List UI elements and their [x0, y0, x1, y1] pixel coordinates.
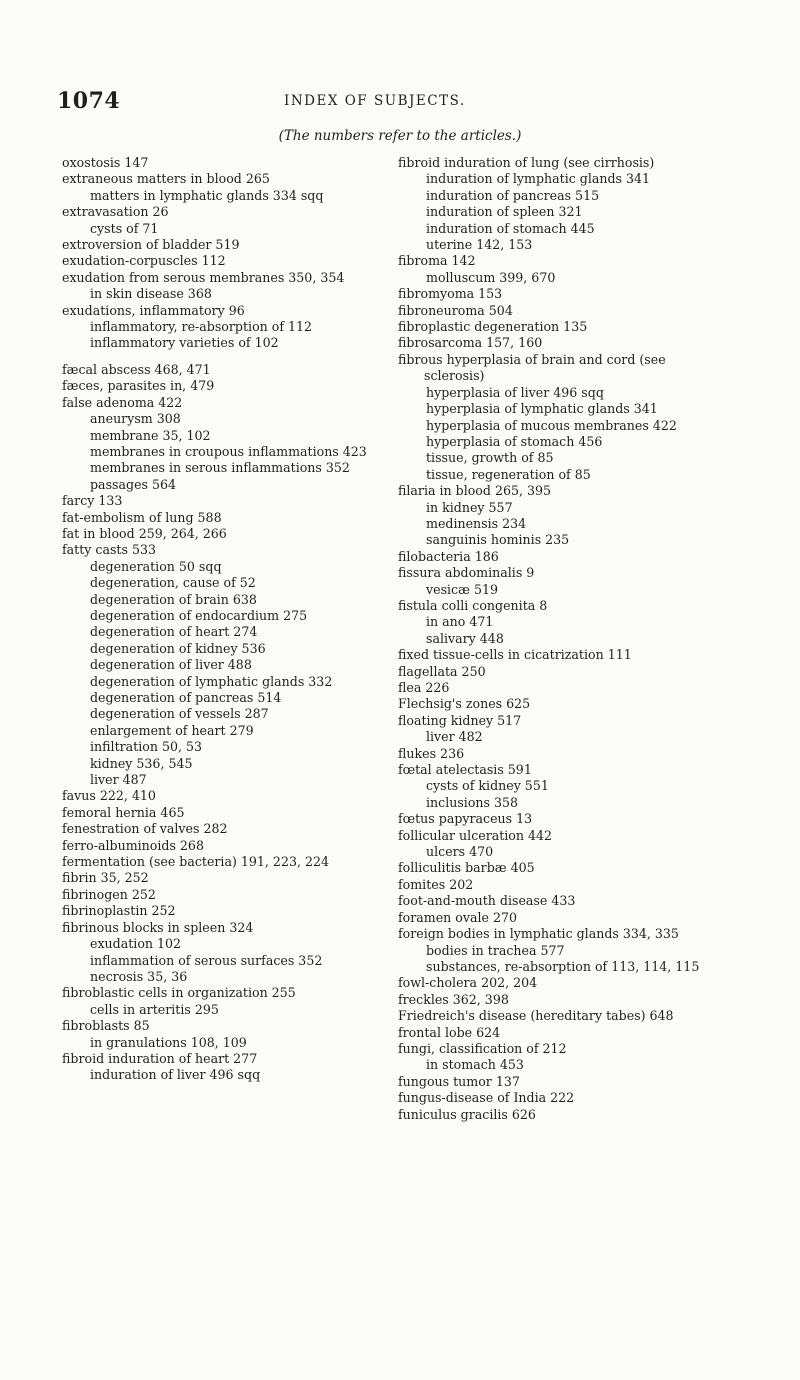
index-subentry: passages 564 — [90, 476, 177, 492]
index-entry: fibrinogen 252 — [62, 886, 156, 902]
page-header — [57, 88, 757, 114]
index-subentry: molluscum 399, 670 — [426, 269, 556, 285]
index-entry: floating kidney 517 — [398, 712, 522, 728]
index-subentry: in granulations 108, 109 — [90, 1034, 247, 1050]
index-subentry: in skin disease 368 — [90, 286, 212, 302]
index-entry: foot-and-mouth disease 433 — [398, 893, 576, 909]
index-entry: extroversion of bladder 519 — [62, 237, 240, 253]
index-subentry: inflammatory, re-absorption of 112 — [90, 319, 313, 335]
index-subentry: cysts of 71 — [90, 220, 159, 236]
index-subentry: degeneration of vessels 287 — [90, 706, 269, 722]
index-subentry: degeneration 50 sqq — [90, 558, 222, 574]
index-entry: fungus-disease of India 222 — [398, 1090, 575, 1106]
index-entry: exudations, inflammatory 96 — [62, 302, 245, 318]
index-subentry: aneurysm 308 — [90, 411, 181, 427]
index-entry: favus 222, 410 — [62, 788, 156, 804]
index-subentry: liver 487 — [90, 772, 147, 788]
running-title: INDEX OF SUBJECTS. — [284, 93, 466, 109]
index-entry: farcy 133 — [62, 493, 123, 509]
index-subentry: induration of lymphatic glands 341 — [426, 171, 651, 187]
index-subentry: cysts of kidney 551 — [426, 778, 549, 794]
index-entry: fibroblastic cells in organization 255 — [62, 985, 296, 1001]
index-entry: fomites 202 — [398, 876, 474, 892]
index-entry: ferro-albuminoids 268 — [62, 837, 204, 853]
index-subentry: degeneration, cause of 52 — [90, 575, 256, 591]
index-entry: fistula colli congenita 8 — [398, 597, 548, 613]
index-note — [0, 128, 800, 144]
index-subentry: induration of pancreas 515 — [426, 187, 600, 203]
index-entry: filaria in blood 265, 395 — [398, 483, 552, 499]
index-subentry: exudation 102 — [90, 936, 182, 952]
index-entry: extraneous matters in blood 265 — [62, 171, 270, 187]
index-entry: Friedreich's disease (hereditary tabes) 648 — [398, 1008, 674, 1024]
index-subentry: induration of spleen 321 — [426, 204, 583, 220]
index-entry: fowl-cholera 202, 204 — [398, 975, 538, 991]
index-entry: fibroid induration of lung (see cirrhosis) — [398, 155, 655, 170]
index-entry: folliculitis barbæ 405 — [398, 860, 535, 876]
index-subentry: ulcers 470 — [426, 844, 494, 860]
index-subentry: inclusions 358 — [426, 794, 519, 810]
index-entry: fibrous hyperplasia of brain and cord (see sclerosis) — [398, 351, 666, 384]
index-subentry: membranes in croupous inflammations 423 — [90, 443, 367, 459]
index-entry: frontal lobe 624 — [398, 1024, 501, 1040]
index-entry: fibrin 35, 252 — [62, 870, 149, 886]
index-entry: fatty casts 533 — [62, 542, 156, 558]
index-entry: freckles 362, 398 — [398, 991, 509, 1007]
index-entry: fibroneuroma 504 — [398, 302, 513, 318]
index-entry: fissura abdominalis 9 — [398, 565, 535, 581]
index-subentry: induration of liver 496 sqq — [90, 1067, 261, 1083]
index-subentry: inflammatory varieties of 102 — [90, 335, 279, 351]
index-subentry: matters in lymphatic glands 334 sqq — [90, 187, 324, 203]
index-entry: exudation-corpuscles 112 — [62, 253, 226, 269]
index-entry: fibromyoma 153 — [398, 286, 503, 302]
index-entry: false adenoma 422 — [62, 394, 183, 410]
index-subentry: degeneration of pancreas 514 — [90, 690, 282, 705]
index-entry: femoral hernia 465 — [62, 804, 185, 820]
index-entry: Flechsig's zones 625 — [398, 696, 531, 712]
right-index-column — [398, 155, 724, 1123]
index-subentry: in ano 471 — [426, 614, 494, 630]
index-entry: fibrinous blocks in spleen 324 — [62, 919, 254, 935]
index-entry: fibroplastic degeneration 135 — [398, 319, 588, 335]
index-subentry: tissue, regeneration of 85 — [426, 466, 591, 482]
index-subentry: membranes in serous inflammations 352 — [90, 460, 350, 476]
index-subentry: bodies in trachea 577 — [426, 942, 565, 958]
index-entry: fibroid induration of heart 277 — [62, 1050, 258, 1066]
index-entry: funiculus gracilis 626 — [398, 1106, 536, 1122]
index-subentry: in stomach 453 — [426, 1057, 524, 1073]
index-subentry: degeneration of brain 638 — [90, 591, 257, 607]
index-subentry: infiltration 50, 53 — [90, 739, 202, 755]
index-entry: fungi, classification of 212 — [398, 1040, 567, 1056]
index-subentry: induration of stomach 445 — [426, 220, 595, 236]
index-subentry: hyperplasia of stomach 456 — [426, 433, 603, 449]
index-entry: fenestration of valves 282 — [62, 821, 228, 837]
index-entry: follicular ulceration 442 — [398, 827, 553, 843]
index-entry: flukes 236 — [398, 745, 465, 761]
index-entry: fæces, parasites in, 479 — [62, 378, 215, 394]
index-subentry: degeneration of liver 488 — [90, 657, 252, 673]
index-entry: fungous tumor 137 — [398, 1073, 520, 1089]
index-entry: flea 226 — [398, 680, 450, 695]
index-entry: fat in blood 259, 264, 266 — [62, 525, 227, 541]
index-entry: flagellata 250 — [398, 663, 486, 679]
index-entry: fibroblasts 85 — [62, 1018, 150, 1034]
entry-gap — [62, 352, 384, 362]
index-subentry: enlargement of heart 279 — [90, 722, 254, 738]
index-subentry: degeneration of kidney 536 — [90, 640, 266, 656]
index-entry: fœtus papyraceus 13 — [398, 811, 533, 827]
index-subentry: degeneration of lymphatic glands 332 — [90, 673, 333, 689]
index-entry: extravasation 26 — [62, 204, 169, 220]
index-subentry: liver 482 — [426, 729, 483, 745]
index-entry: fibrinoplastin 252 — [62, 903, 176, 919]
index-entry: oxostosis 147 — [62, 155, 149, 170]
index-note-text: (The numbers refer to the articles.) — [278, 128, 522, 144]
index-entry: fermentation (see bacteria) 191, 223, 224 — [62, 854, 330, 870]
index-entry: foramen ovale 270 — [398, 909, 518, 925]
index-subentry: substances, re-absorption of 113, 114, 115 — [426, 958, 700, 974]
index-entry: fibroma 142 — [398, 253, 476, 269]
index-subentry: sanguinis hominis 235 — [426, 532, 570, 548]
page-number: 1074 — [57, 88, 121, 114]
index-subentry: salivary 448 — [426, 630, 504, 646]
index-subentry: cells in arteritis 295 — [90, 1001, 219, 1017]
index-entry: exudation from serous membranes 350, 354 — [62, 269, 345, 285]
index-entry: fœtal atelectasis 591 — [398, 762, 532, 778]
index-subentry: hyperplasia of lymphatic glands 341 — [426, 401, 658, 417]
index-subentry: inflammation of serous surfaces 352 — [90, 952, 323, 968]
index-entry: fibrosarcoma 157, 160 — [398, 335, 543, 351]
index-subentry: membrane 35, 102 — [90, 427, 211, 443]
index-subentry: tissue, growth of 85 — [426, 450, 554, 466]
index-subentry: uterine 142, 153 — [426, 237, 533, 253]
index-subentry: kidney 536, 545 — [90, 755, 193, 771]
index-subentry: hyperplasia of liver 496 sqq — [426, 384, 604, 400]
index-subentry: necrosis 35, 36 — [90, 968, 188, 984]
index-subentry: degeneration of endocardium 275 — [90, 607, 308, 623]
index-entry: fat-embolism of lung 588 — [62, 509, 222, 525]
index-entry: filobacteria 186 — [398, 548, 499, 564]
index-entry: foreign bodies in lymphatic glands 334, 335 — [398, 926, 679, 942]
index-subentry: in kidney 557 — [426, 499, 513, 515]
index-subentry: vesicæ 519 — [426, 581, 498, 597]
left-index-column — [62, 155, 384, 1084]
index-entry: fixed tissue-cells in cicatrization 111 — [398, 647, 632, 663]
index-entry: fæcal abscess 468, 471 — [62, 361, 211, 377]
index-subentry: degeneration of heart 274 — [90, 624, 258, 640]
index-subentry: hyperplasia of mucous membranes 422 — [426, 417, 677, 433]
index-subentry: medinensis 234 — [426, 515, 527, 531]
